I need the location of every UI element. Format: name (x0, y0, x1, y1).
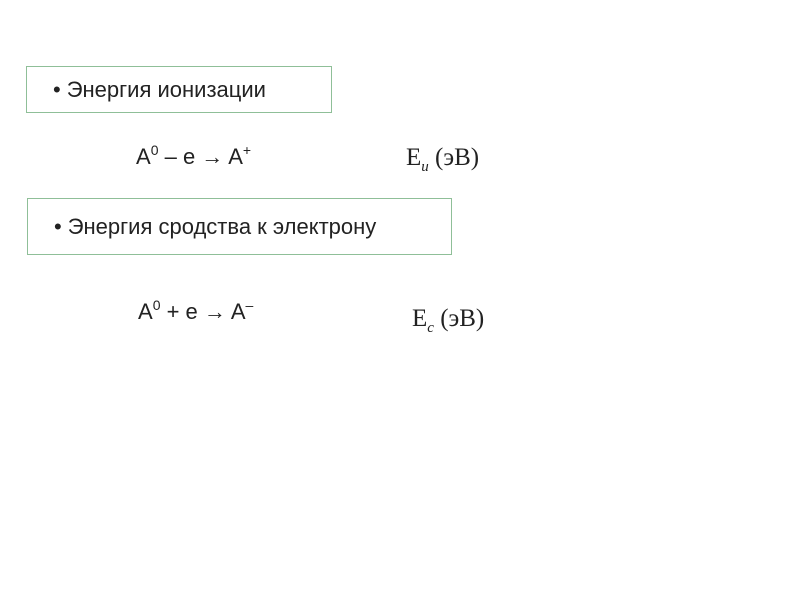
affinity-energy-unit: (эВ) (433, 305, 485, 332)
ionization-energy-symbol (406, 144, 480, 175)
affinity-product-charge: – (245, 297, 254, 313)
ionization-energy-heading: Энергия ионизации (66, 76, 266, 102)
electron-affinity-heading-box (27, 198, 452, 255)
ionization-product-charge: + (242, 142, 252, 158)
ionization-operator: – e → (158, 144, 229, 169)
affinity-energy-symbol (412, 305, 485, 336)
bullet-marker: • (54, 213, 62, 239)
ionization-energy-subscript: и (421, 159, 429, 175)
affinity-product: A (230, 299, 246, 324)
electron-affinity-heading: Энергия сродства к электрону (67, 213, 377, 239)
ionization-energy-heading-box (26, 66, 332, 113)
ionization-energy-unit: (эВ) (428, 144, 480, 171)
affinity-operator: + e → (160, 299, 231, 324)
affinity-energy-letter: E (412, 305, 428, 332)
ionization-product: A (228, 144, 243, 169)
ionization-reactant-charge: 0 (150, 142, 159, 158)
affinity-energy-subscript: c (427, 320, 434, 336)
affinity-reactant: A (138, 299, 153, 324)
affinity-reactant-charge: 0 (152, 297, 161, 313)
affinity-equation (138, 299, 253, 325)
bullet-marker: • (53, 76, 61, 102)
ionization-equation (136, 144, 251, 170)
ionization-energy-letter: E (406, 144, 422, 171)
ionization-reactant: A (136, 144, 151, 169)
